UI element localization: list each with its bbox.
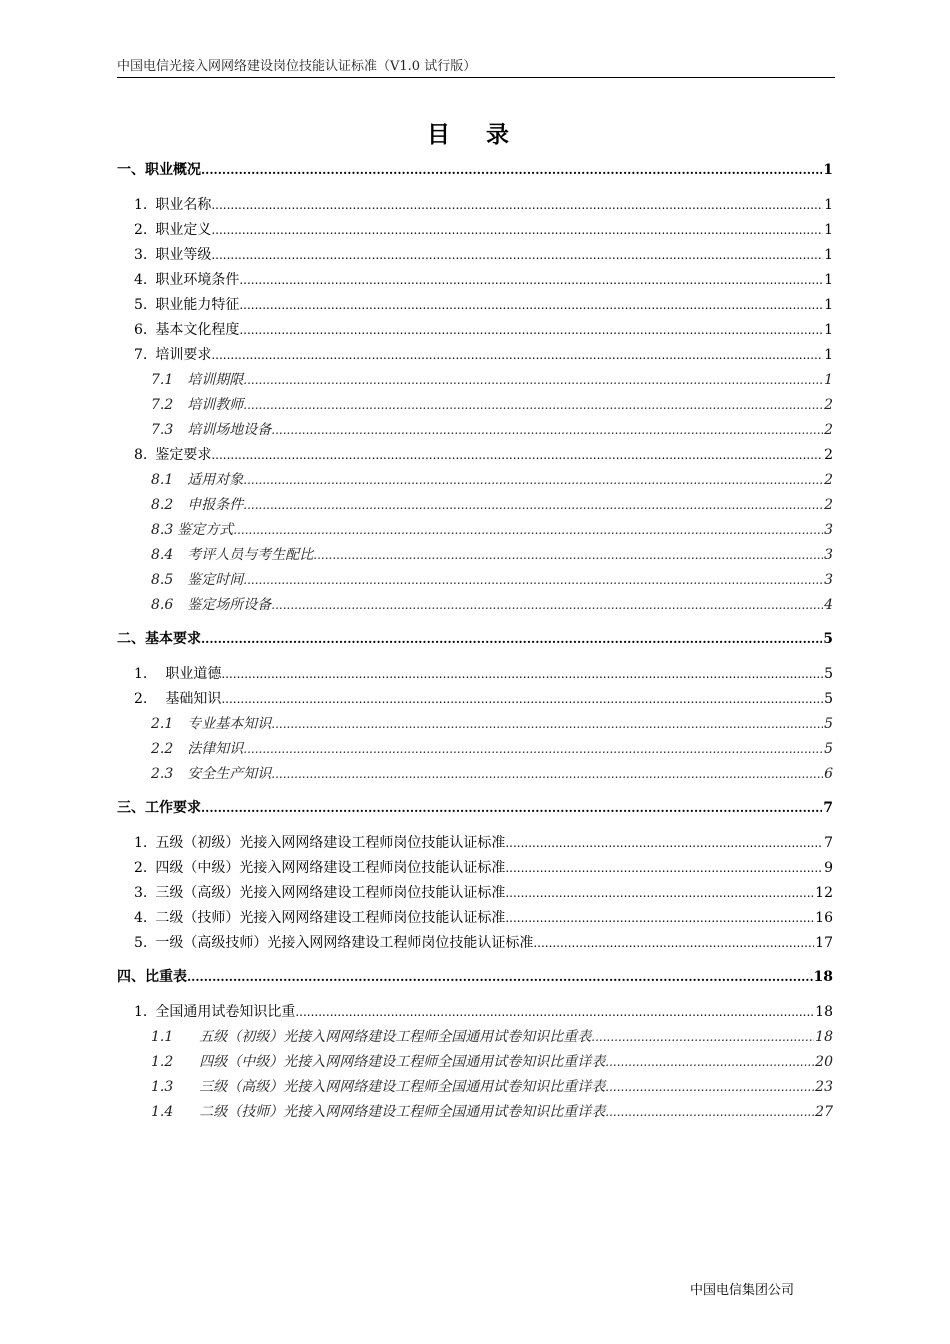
toc-leader — [211, 443, 823, 468]
toc-entry[interactable] — [117, 243, 833, 268]
toc-leader — [239, 293, 823, 318]
toc-leader — [271, 712, 823, 737]
toc-entry-label: 五级（初级）光接入网网络建设工程师岗位技能认证标准 — [155, 835, 506, 851]
toc-leader — [211, 218, 823, 243]
toc-subentry[interactable] — [117, 762, 833, 787]
toc-leader — [295, 1000, 814, 1025]
toc-page-number: 1 — [824, 372, 833, 388]
toc-leader — [505, 906, 814, 931]
toc-leader — [239, 318, 823, 343]
toc-subentry[interactable] — [117, 712, 833, 737]
toc-subentry[interactable] — [117, 568, 833, 593]
toc-entry-label: 适用对象 — [187, 472, 244, 488]
toc-page-number: 18 — [815, 1029, 833, 1045]
toc-entry[interactable] — [117, 856, 833, 881]
toc-entry-number: 1.3 — [151, 1079, 174, 1095]
toc-leader — [243, 468, 823, 493]
toc-entry[interactable] — [117, 268, 833, 293]
toc-page-number: 1 — [823, 162, 833, 178]
toc-section-label: 四、比重表 — [117, 969, 187, 985]
toc-entry[interactable] — [117, 193, 833, 218]
toc-page-number: 3 — [824, 522, 833, 538]
toc-entry-label: 三级（高级）光接入网网络建设工程师全国通用试卷知识比重详表 — [199, 1079, 606, 1095]
toc-leader — [271, 762, 823, 787]
toc-section-1[interactable] — [117, 158, 833, 183]
toc-entry-number: 3. — [134, 885, 148, 901]
toc-page-number: 3 — [824, 572, 833, 588]
toc-page-number: 1 — [824, 197, 833, 213]
toc-entry-number: 8. — [134, 447, 148, 463]
toc-page-number: 16 — [815, 910, 833, 926]
toc-entry-label: 职业等级 — [155, 247, 212, 263]
toc-entry-number: 8.2 — [151, 497, 174, 513]
toc-page-number: 2 — [824, 422, 833, 438]
toc-entry[interactable] — [117, 218, 833, 243]
toc-leader — [201, 158, 822, 183]
toc-page-number: 27 — [815, 1104, 833, 1120]
toc-leader — [221, 662, 823, 687]
toc-page-number: 5 — [824, 741, 833, 757]
toc-entry-label: 培训场地设备 — [187, 422, 272, 438]
toc-entry-label: 职业定义 — [155, 222, 212, 238]
toc-entry-number: 2.3 — [151, 766, 174, 782]
toc-entry-label: 二级（技师）光接入网网络建设工程师岗位技能认证标准 — [155, 910, 506, 926]
header-rule — [117, 77, 835, 78]
toc-section-4[interactable] — [117, 965, 833, 990]
toc-leader — [605, 1050, 814, 1075]
toc-subentry[interactable] — [117, 543, 833, 568]
toc-page-number: 2 — [824, 472, 833, 488]
toc-leader — [239, 268, 823, 293]
toc-entry-number: 6. — [134, 322, 148, 338]
toc-entry-number: 7.2 — [151, 397, 174, 413]
toc-leader — [243, 568, 823, 593]
toc-leader — [605, 1075, 814, 1100]
toc-entry-number: 1. — [134, 835, 148, 851]
toc-entry-number: 1. — [134, 197, 148, 213]
toc-subentry[interactable] — [117, 518, 833, 543]
toc-entry[interactable] — [117, 881, 833, 906]
toc-section-label: 三、工作要求 — [117, 800, 201, 816]
toc-page-number: 5 — [824, 716, 833, 732]
toc-entry-label: 法律知识 — [187, 741, 244, 757]
toc-page-number: 6 — [824, 766, 833, 782]
toc-subentry[interactable] — [117, 1075, 833, 1100]
toc-entry-number: 2.1 — [151, 716, 174, 732]
toc-section-label: 二、基本要求 — [117, 631, 201, 647]
toc-entry-label: 鉴定时间 — [187, 572, 244, 588]
toc-page-number: 18 — [815, 1004, 833, 1020]
toc-subentry[interactable] — [117, 593, 833, 618]
toc-entry[interactable] — [117, 343, 833, 368]
toc-page-number: 12 — [815, 885, 833, 901]
toc-entry[interactable] — [117, 906, 833, 931]
toc-page-number: 2 — [824, 397, 833, 413]
toc-entry-number: 2.2 — [151, 741, 174, 757]
toc-page-number: 9 — [824, 860, 833, 876]
toc-page-number: 17 — [815, 935, 833, 951]
toc-page-number: 7 — [824, 835, 833, 851]
toc-entry-number: 8.6 — [151, 597, 174, 613]
toc-page-number: 7 — [823, 800, 833, 816]
toc-page-number: 4 — [824, 597, 833, 613]
toc-entry-number: 4. — [134, 272, 148, 288]
toc-entry-number: 5. — [134, 297, 148, 313]
toc-entry[interactable] — [117, 1000, 833, 1025]
toc-entry-number: 8.1 — [151, 472, 174, 488]
toc-page-number: 2 — [824, 497, 833, 513]
toc-entry[interactable] — [117, 443, 833, 468]
toc-leader — [243, 493, 823, 518]
toc-leader — [187, 965, 813, 990]
toc-subentry[interactable] — [117, 1050, 833, 1075]
toc-subentry[interactable] — [117, 1025, 833, 1050]
toc-entry-number: 2. — [134, 691, 148, 707]
toc-entry-number: 1. — [134, 666, 148, 682]
running-header: 中国电信光接入网网络建设岗位技能认证标准（V1.0 试行版） — [117, 59, 477, 74]
toc-entry-number: 2. — [134, 222, 148, 238]
toc-entry-label: 三级（高级）光接入网网络建设工程师岗位技能认证标准 — [155, 885, 506, 901]
toc-leader — [313, 543, 823, 568]
toc-entry-label: 考评人员与考生配比 — [187, 547, 314, 563]
toc-entry-number: 7.3 — [151, 422, 174, 438]
toc-page-number: 1 — [824, 322, 833, 338]
toc-page-number: 5 — [824, 691, 833, 707]
toc-leader — [243, 737, 823, 762]
toc-entry-label: 申报条件 — [187, 497, 244, 513]
toc-subentry[interactable] — [117, 468, 833, 493]
toc-subentry[interactable] — [117, 393, 833, 418]
toc-entry[interactable] — [117, 662, 833, 687]
toc-page-number: 1 — [824, 272, 833, 288]
toc-leader — [533, 931, 814, 956]
toc-entry-label: 鉴定要求 — [155, 447, 212, 463]
toc-entry-label: 一级（高级技师）光接入网网络建设工程师岗位技能认证标准 — [155, 935, 534, 951]
toc-entry-number: 1.4 — [151, 1104, 174, 1120]
toc-subentry[interactable] — [117, 418, 833, 443]
toc-entry-number: 4. — [134, 910, 148, 926]
toc-entry-label: 专业基本知识 — [187, 716, 272, 732]
toc-leader — [505, 856, 823, 881]
toc-page-number: 5 — [823, 631, 833, 647]
toc-leader — [271, 418, 823, 443]
toc-leader — [243, 368, 823, 393]
toc-subentry[interactable] — [117, 1100, 833, 1125]
toc-entry-label: 职业道德 — [165, 666, 222, 682]
toc-leader — [221, 687, 823, 712]
toc-subentry[interactable] — [117, 368, 833, 393]
toc-page-number: 20 — [815, 1054, 833, 1070]
toc-entry-label: 五级（初级）光接入网网络建设工程师全国通用试卷知识比重表 — [199, 1029, 592, 1045]
toc-entry-number: 1.1 — [151, 1029, 174, 1045]
toc-leader — [591, 1025, 814, 1050]
toc-entry-label: 基本文化程度 — [155, 322, 240, 338]
table-of-contents — [117, 158, 833, 1125]
page-footer: 中国电信集团公司 — [690, 1283, 795, 1298]
toc-entry-number: 8.5 — [151, 572, 174, 588]
toc-entry[interactable] — [117, 318, 833, 343]
toc-entry-number: 8.4 — [151, 547, 174, 563]
toc-page-number: 23 — [815, 1079, 833, 1095]
toc-entry-label: 鉴定方式 — [177, 522, 234, 538]
toc-subentry[interactable] — [117, 737, 833, 762]
toc-leader — [505, 881, 814, 906]
toc-entry-label: 培训要求 — [155, 347, 212, 363]
toc-entry-number: 2. — [134, 860, 148, 876]
toc-page-number: 3 — [824, 547, 833, 563]
toc-leader — [211, 343, 823, 368]
toc-entry-label: 鉴定场所设备 — [187, 597, 272, 613]
toc-entry-label: 培训期限 — [187, 372, 244, 388]
toc-entry[interactable] — [117, 687, 833, 712]
toc-page-number: 1 — [824, 297, 833, 313]
toc-entry-number: 1. — [134, 1004, 148, 1020]
toc-leader — [271, 593, 823, 618]
toc-page-number: 5 — [824, 666, 833, 682]
toc-entry-label: 基础知识 — [165, 691, 222, 707]
toc-entry[interactable] — [117, 931, 833, 956]
toc-entry[interactable] — [117, 293, 833, 318]
toc-leader — [201, 627, 822, 652]
toc-section-3[interactable] — [117, 796, 833, 821]
page-title: 目 录 — [426, 121, 523, 148]
toc-leader — [211, 243, 823, 268]
toc-entry-label: 职业环境条件 — [155, 272, 240, 288]
toc-leader — [201, 796, 822, 821]
toc-entry-number: 5. — [134, 935, 148, 951]
toc-leader — [233, 518, 823, 543]
toc-page-number: 1 — [824, 347, 833, 363]
toc-subentry[interactable] — [117, 493, 833, 518]
toc-entry-number: 3. — [134, 247, 148, 263]
toc-page-number: 2 — [824, 447, 833, 463]
toc-entry-number: 1.2 — [151, 1054, 174, 1070]
toc-entry-number: 7.1 — [151, 372, 174, 388]
toc-leader — [505, 831, 823, 856]
toc-entry-label: 职业能力特征 — [155, 297, 240, 313]
toc-entry-label: 培训教师 — [187, 397, 244, 413]
toc-leader — [243, 393, 823, 418]
toc-entry-label: 四级（中级）光接入网网络建设工程师全国通用试卷知识比重详表 — [199, 1054, 606, 1070]
toc-page-number: 1 — [824, 247, 833, 263]
toc-entry-label: 职业名称 — [155, 197, 212, 213]
toc-section-label: 一、职业概况 — [117, 162, 201, 178]
toc-entry-label: 四级（中级）光接入网网络建设工程师岗位技能认证标准 — [155, 860, 506, 876]
toc-leader — [605, 1100, 814, 1125]
toc-leader — [211, 193, 823, 218]
toc-section-2[interactable] — [117, 627, 833, 652]
toc-page-number: 1 — [824, 222, 833, 238]
toc-entry[interactable] — [117, 831, 833, 856]
toc-entry-number: 8.3 — [151, 522, 174, 538]
toc-entry-label: 二级（技师）光接入网网络建设工程师全国通用试卷知识比重详表 — [199, 1104, 606, 1120]
toc-entry-label: 全国通用试卷知识比重 — [155, 1004, 296, 1020]
toc-entry-label: 安全生产知识 — [187, 766, 272, 782]
toc-entry-number: 7. — [134, 347, 148, 363]
toc-page-number: 18 — [813, 969, 833, 985]
